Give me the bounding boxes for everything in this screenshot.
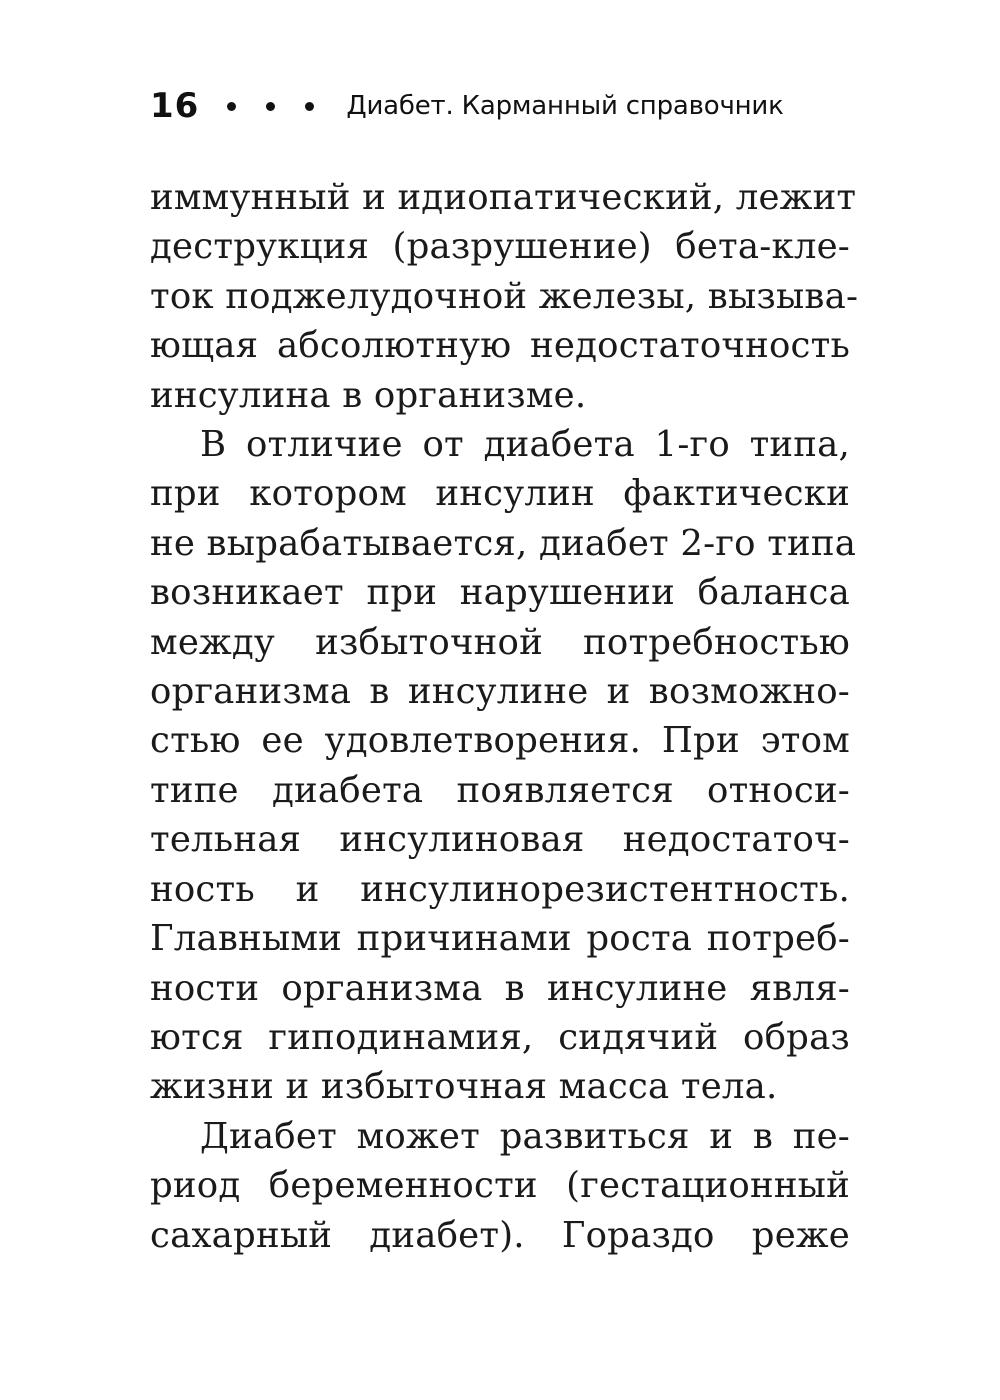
text-line: Диабет может развиться и в пе- <box>200 1115 850 1157</box>
text-line: риод беременности (гестационный <box>150 1165 850 1207</box>
text-line: тельная инсулиновая недостаточ- <box>150 819 850 861</box>
body-text <box>150 173 859 1260</box>
book-title: Диабет. Карманный справочник <box>346 91 784 121</box>
paragraph <box>150 173 859 420</box>
text-line: ющая абсолютную недостаточность <box>150 325 850 367</box>
paragraph <box>150 1112 850 1260</box>
header-dot <box>227 102 236 111</box>
paragraph <box>150 420 857 1112</box>
text-line: не вырабатывается, диабет 2-го типа <box>150 522 857 564</box>
text-line: сахарный диабет). Гораздо реже <box>150 1214 850 1256</box>
text-line: инсулина в организме. <box>150 374 587 416</box>
text-line: стью ее удовлетворения. При этом <box>150 720 850 762</box>
text-line: иммунный и идиопатический, лежит <box>150 177 857 218</box>
header-dot <box>305 102 314 111</box>
running-header <box>150 84 850 128</box>
text-line: деструкция (разрушение) бета-кле- <box>150 226 850 268</box>
page-number: 16 <box>150 86 200 126</box>
text-line: типе диабета появляется относи- <box>150 769 850 811</box>
text-line: ности организма в инсулине явля- <box>150 967 850 1009</box>
text-line: Главными причинами роста потреб- <box>150 918 850 960</box>
text-line: жизни и избыточная масса тела. <box>150 1066 778 1108</box>
text-line: организма в инсулине и возможно- <box>150 671 850 713</box>
header-dot <box>266 102 275 111</box>
text-line: ток поджелудочной железы, вызыва- <box>150 275 859 317</box>
text-line: между избыточной потребностью <box>150 621 850 663</box>
text-line: при котором инсулин фактически <box>150 473 850 515</box>
text-line: возникает при нарушении баланса <box>150 572 850 614</box>
header-dots <box>227 102 344 111</box>
text-line: ность и инсулинорезистентность. <box>150 868 850 910</box>
text-line: В отличие от диабета 1-го типа, <box>200 424 850 466</box>
text-line: ются гиподинамия, сидячий образ <box>150 1016 850 1058</box>
